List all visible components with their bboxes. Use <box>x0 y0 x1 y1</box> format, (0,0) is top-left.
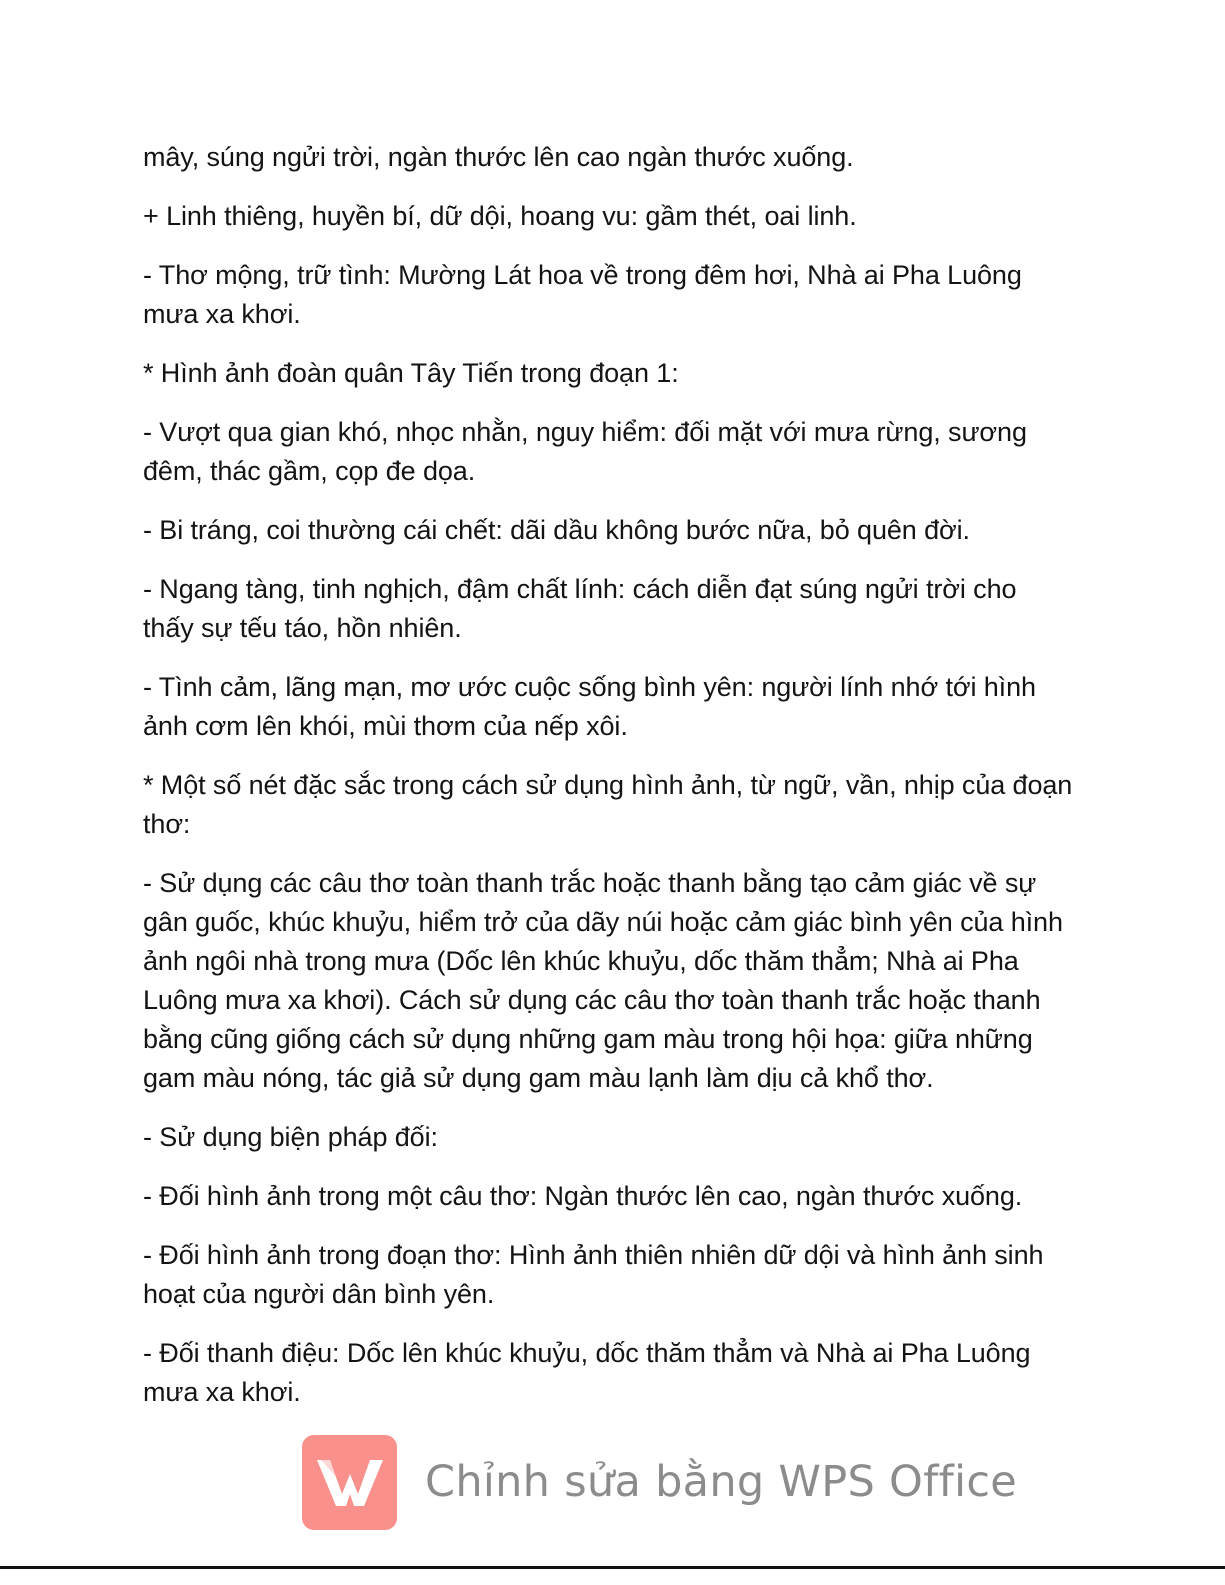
paragraph-11: - Sử dụng biện pháp đối: <box>143 1122 438 1152</box>
watermark-text: Chỉnh sửa bằng WPS Office <box>425 1457 1018 1507</box>
paragraph-13: - Đối hình ảnh trong đoạn thơ: Hình ảnh thiên nhiên dữ dội và hình ảnh sinh hoạt của người dân bình yên. <box>143 1240 1044 1309</box>
page-bottom-divider <box>0 1566 1225 1569</box>
document-body <box>143 138 1073 1432</box>
paragraph-9: * Một số nét đặc sắc trong cách sử dụng hình ảnh, từ ngữ, vần, nhịp của đoạn thơ: <box>143 770 1073 839</box>
paragraph-7: - Ngang tàng, tinh nghịch, đậm chất lính: cách diễn đạt súng ngửi trời cho thấy sự tếu táo, hồn nhiên. <box>143 574 1017 643</box>
paragraph-10: - Sử dụng các câu thơ toàn thanh trắc hoặc thanh bằng tạo cảm giác về sự gân guốc, khúc khuỷu, hiểm trở của dãy núi hoặc cảm giác bình yên của hình ảnh ngôi nhà trong mưa (Dốc lên khúc khuỷu, dốc thăm thẳm; Nhà ai Pha Luông mưa xa khơi). Cách sử dụng các câu thơ toàn thanh trắc hoặc thanh bằng cũng giống cách sử dụng những gam màu trong hội họa: giữa những gam màu nóng, tác giả sử dụng gam màu lạnh làm dịu cả khổ thơ. <box>143 868 1063 1093</box>
paragraph-5: - Vượt qua gian khó, nhọc nhằn, nguy hiểm: đối mặt với mưa rừng, sương đêm, thác gầm, cọp đe dọa. <box>143 417 1027 486</box>
paragraph-1: mây, súng ngửi trời, ngàn thước lên cao ngàn thước xuống. <box>143 142 854 172</box>
paragraph-6: - Bi tráng, coi thường cái chết: dãi dầu không bước nữa, bỏ quên đời. <box>143 515 970 545</box>
paragraph-14: - Đối thanh điệu: Dốc lên khúc khuỷu, dốc thăm thẳm và Nhà ai Pha Luông mưa xa khơi. <box>143 1338 1031 1407</box>
paragraph-4: * Hình ảnh đoàn quân Tây Tiến trong đoạn 1: <box>143 358 679 388</box>
paragraph-12: - Đối hình ảnh trong một câu thơ: Ngàn thước lên cao, ngàn thước xuống. <box>143 1181 1023 1211</box>
paragraph-3: - Thơ mộng, trữ tình: Mường Lát hoa về trong đêm hơi, Nhà ai Pha Luông mưa xa khơi. <box>143 260 1022 329</box>
wps-watermark <box>302 1434 1017 1530</box>
wps-logo-icon <box>302 1435 397 1530</box>
paragraph-2: + Linh thiêng, huyền bí, dữ dội, hoang vu: gầm thét, oai linh. <box>143 201 857 231</box>
paragraph-8: - Tình cảm, lãng mạn, mơ ước cuộc sống bình yên: người lính nhớ tới hình ảnh cơm lên khói, mùi thơm của nếp xôi. <box>143 672 1036 741</box>
